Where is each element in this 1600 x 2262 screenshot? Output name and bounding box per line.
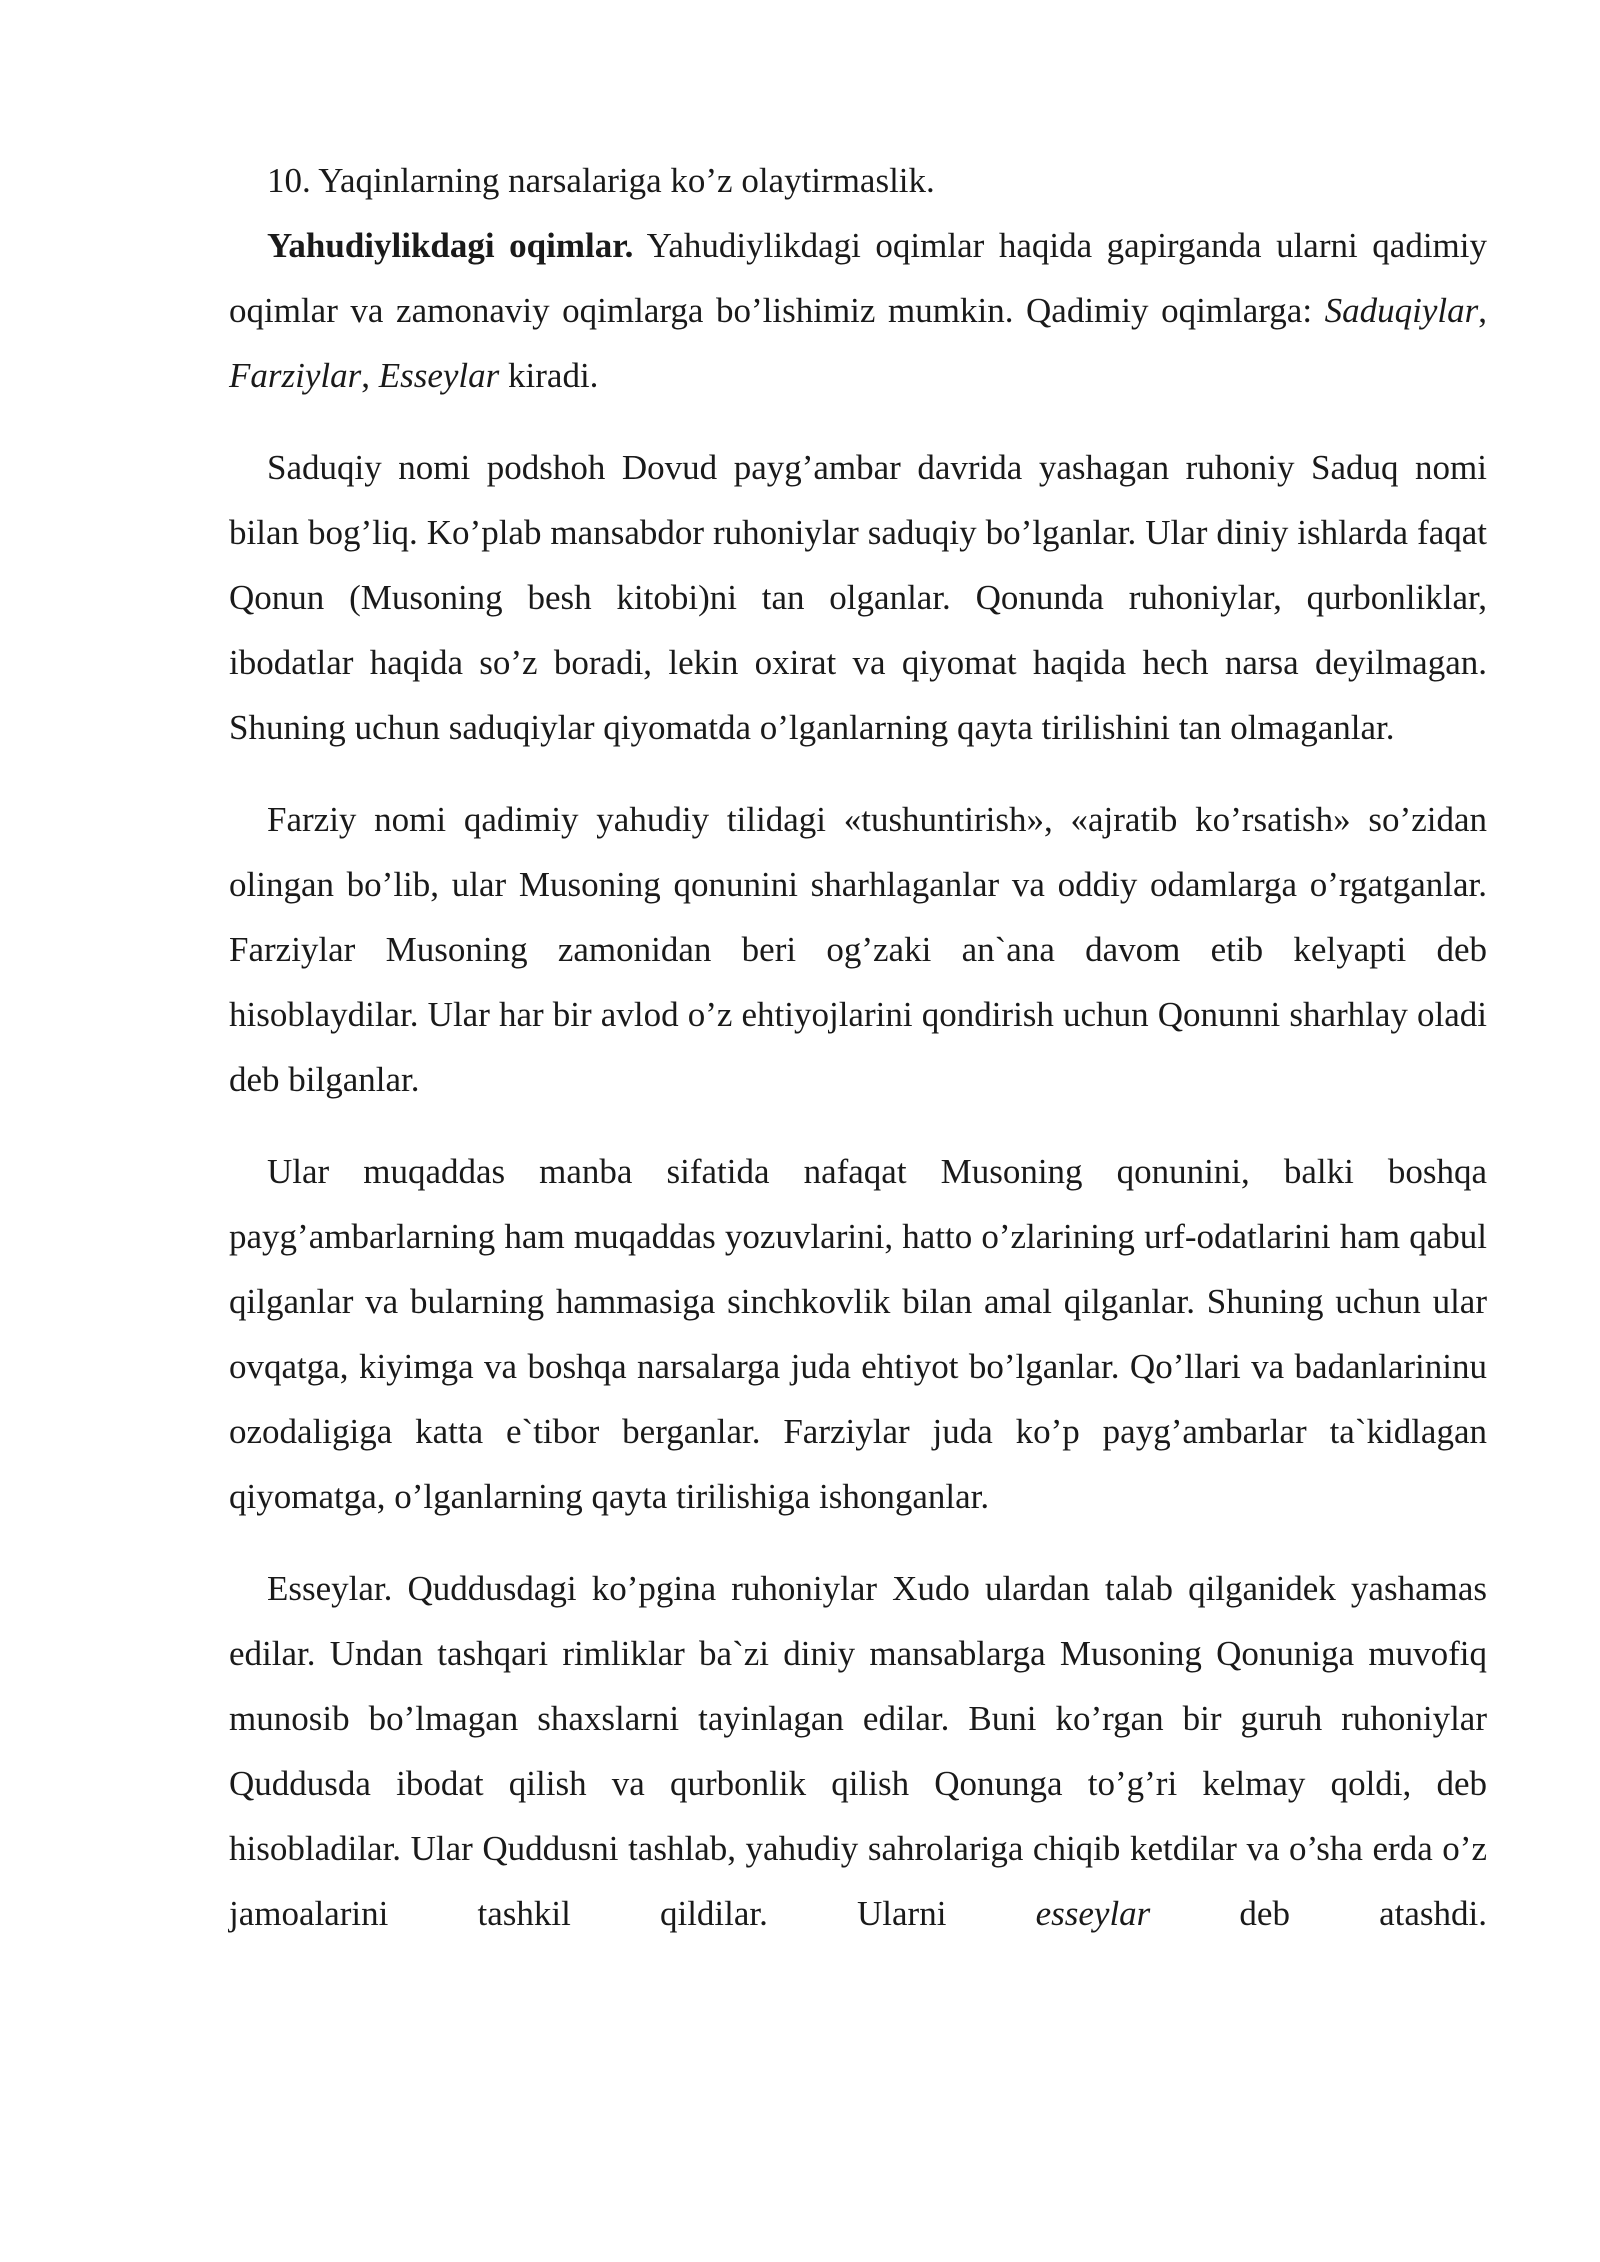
paragraph-farziy: Farziy nomi qadimiy yahudiy tilidagi «tushuntirish», «ajratib ko’rsatish» so’zidan olingan bo’lib, ular Musoning qonunini sharhlaganlar va oddiy odamlarga o’rgatganlar. Farziylar Musoning zamonidan beri og’zaki an`ana davom etib kelyapti deb hisoblaydilar. Ular har bir avlod o’z ehtiyojlarini qondirish uchun Qonunni sharhlay oladi deb bilganlar.: [229, 800, 1487, 1099]
section-intro-paragraph: [229, 213, 1487, 408]
separator: ,: [361, 356, 379, 395]
separator: ,: [1478, 291, 1487, 330]
paragraph-esseylar: [229, 1556, 1487, 1946]
document-page: [229, 148, 1487, 1973]
esseylar-term: esseylar: [1035, 1894, 1151, 1933]
list-item-10: 10. Yaqinlarning narsalariga ko’z olaytirmaslik.: [267, 161, 935, 200]
section-intro-end: kiradi.: [499, 356, 599, 395]
sect-name-saduqiylar: Saduqiylar: [1324, 291, 1479, 330]
esseylar-text-end: deb atashdi.: [1150, 1894, 1487, 1933]
sect-name-farziylar: Farziylar: [229, 356, 362, 395]
esseylar-text: Esseylar. Quddusdagi ko’pgina ruhoniylar Xudo ulardan talab qilganidek yashamas edilar. Undan tashqari rimliklar ba`zi diniy mansablarga Musoning Qonuniga muvofiq munosib bo’lmagan shaxslarni tayinlagan edilar. Buni ko’rgan bir guruh ruhoniylar Quddusda ibodat qilish va qurbonlik qilish Qonunga to’g’ri kelmay qoldi, deb hisobladilar. Ular Quddusni tashlab, yahudiy sahrolariga chiqib ketdilar va o’sha erda o’z jamoalarini tashkil qildilar. Ularni: [229, 1569, 1487, 1933]
paragraph-saduqiy: Saduqiy nomi podshoh Dovud payg’ambar davrida yashagan ruhoniy Saduq nomi bilan bog’liq. Ko’plab mansabdor ruhoniylar saduqiy bo’lganlar. Ular diniy ishlarda faqat Qonun (Musoning besh kitobi)ni tan olganlar. Qonunda ruhoniylar, qurbonliklar, ibodatlar haqida so’z boradi, lekin oxirat va qiyomat haqida hech narsa deyilmagan. Shuning uchun saduqiylar qiyomatda o’lganlarning qayta tirilishini tan olmaganlar.: [229, 448, 1487, 747]
paragraph-farziy-beliefs: Ular muqaddas manba sifatida nafaqat Musoning qonunini, balki boshqa payg’ambarlarning ham muqaddas yozuvlarini, hatto o’zlarining urf-odatlarini ham qabul qilganlar va bularning hammasiga sinchkovlik bilan amal qilganlar. Shuning uchun ular ovqatga, kiyimga va boshqa narsalarga juda ehtiyot bo’lganlar. Qo’llari va badanlarininu ozodaligiga katta e`tibor berganlar. Farziylar juda ko’p payg’ambarlar ta`kidlagan qiyomatga, o’lganlarning qayta tirilishiga ishonganlar.: [229, 1152, 1487, 1516]
sect-name-esseylar: Esseylar: [378, 356, 500, 395]
section-heading: Yahudiylikdagi oqimlar.: [267, 226, 634, 265]
section-intro-text: Yahudiylikdagi oqimlar haqida gapirganda ularni qadimiy oqimlar va zamonaviy oqimlarga bo’lishimiz mumkin. Qadimiy oqimlarga:: [229, 226, 1487, 330]
